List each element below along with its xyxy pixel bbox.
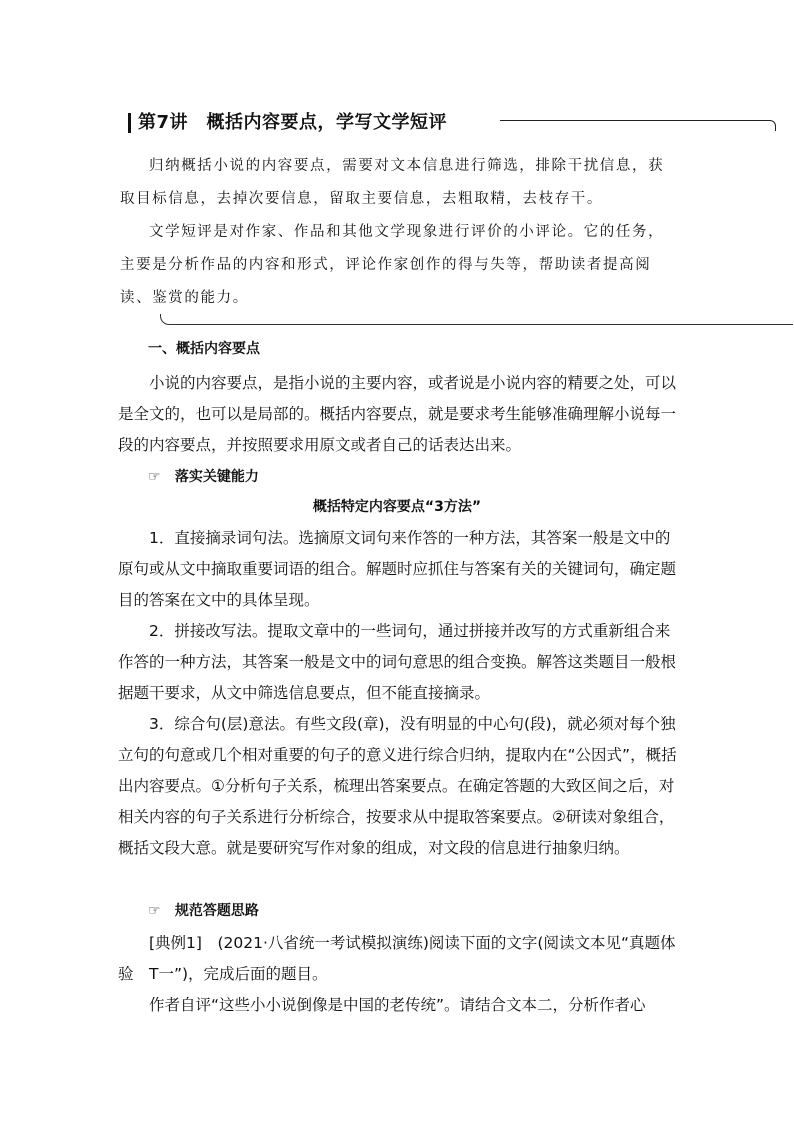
- example-question: 作者自评“这些小小说倒像是中国的老传统”。请结合文本二，分析作者心: [149, 996, 646, 1014]
- marker-label: 规范答题思路: [174, 903, 259, 919]
- section-paragraph: 小说的内容要点，是指小说的主要内容，或者说是小说内容的精要之处，可以是全文的，也可以是局部的。概括内容要点，就是要求考生能够准确理解小说每一段的内容要点，并按照要求用原文或者自己的话表达出来。: [118, 374, 677, 454]
- intro-box-border: [160, 314, 793, 325]
- title-rule-corner: [767, 120, 776, 131]
- marker-label: 落实关键能力: [174, 469, 259, 485]
- title-rule: [500, 120, 768, 121]
- lecture-title-bar: [128, 106, 778, 136]
- pointing-hand-icon: ☞: [148, 469, 161, 485]
- intro-paragraph-1: 归纳概括小说的内容要点，需要对文本信息进行筛选，排除干扰信息，获取目标信息，去掉次要信息，留取主要信息，去粗取精，去枝存干。: [120, 158, 665, 207]
- methods-title: 概括特定内容要点“3方法”: [312, 499, 482, 515]
- answer-approach-marker: [148, 900, 259, 920]
- method-item: 1．直接摘录词句法。选摘原文词句来作答的一种方法，其答案一般是文中的原句或从文中摘取重要词语的组合。解题时应抓住与答案有关的关键词句，确定题目的答案在文中的具体呈现。: [118, 529, 677, 609]
- example-paragraph: [典例1] (2021·八省统一考试模拟演练)阅读下面的文字(阅读文本见“真题体验 T一”)，完成后面的题目。: [118, 934, 676, 983]
- title-accent-bar: [128, 113, 131, 133]
- method-item: 2．拼接改写法。提取文章中的一些词句，通过拼接并改写的方式重新组合来作答的一种方法，其答案一般是文中的词句意思的组合变换。解答这类题目一般根据题干要求，从文中筛选信息要点，但不能直接摘录。: [118, 622, 677, 702]
- key-ability-marker: [148, 466, 259, 486]
- intro-box: [120, 150, 680, 315]
- lecture-title: 第7讲 概括内容要点，学写文学短评: [138, 112, 448, 133]
- section-intro: [118, 368, 678, 461]
- section-heading: 一、概括内容要点: [148, 341, 260, 357]
- pointing-hand-icon: ☞: [148, 903, 161, 919]
- methods-list: [118, 523, 678, 864]
- intro-paragraph-2: 文学短评是对作家、作品和其他文学现象进行评价的小评论。它的任务，主要是分析作品的内容和形式，评论作家创作的得与失等，帮助读者提高阅读、鉴赏的能力。: [120, 224, 665, 306]
- method-item: 3．综合句(层)意法。有些文段(章)，没有明显的中心句(段)，就必须对每个独立句的句意或几个相对重要的句子的意义进行综合归纳，提取内在“公因式”，概括出内容要点。①分析句子关系，梳理出答案要点。在确定答题的大致区间之后，对相关内容的句子关系进行分析综合，按要求从中提取答案要点。②研读对象组合，概括文段大意。就是要研究写作对象的组成，对文段的信息进行抽象归纳。: [118, 715, 677, 857]
- example-block: [118, 928, 678, 1021]
